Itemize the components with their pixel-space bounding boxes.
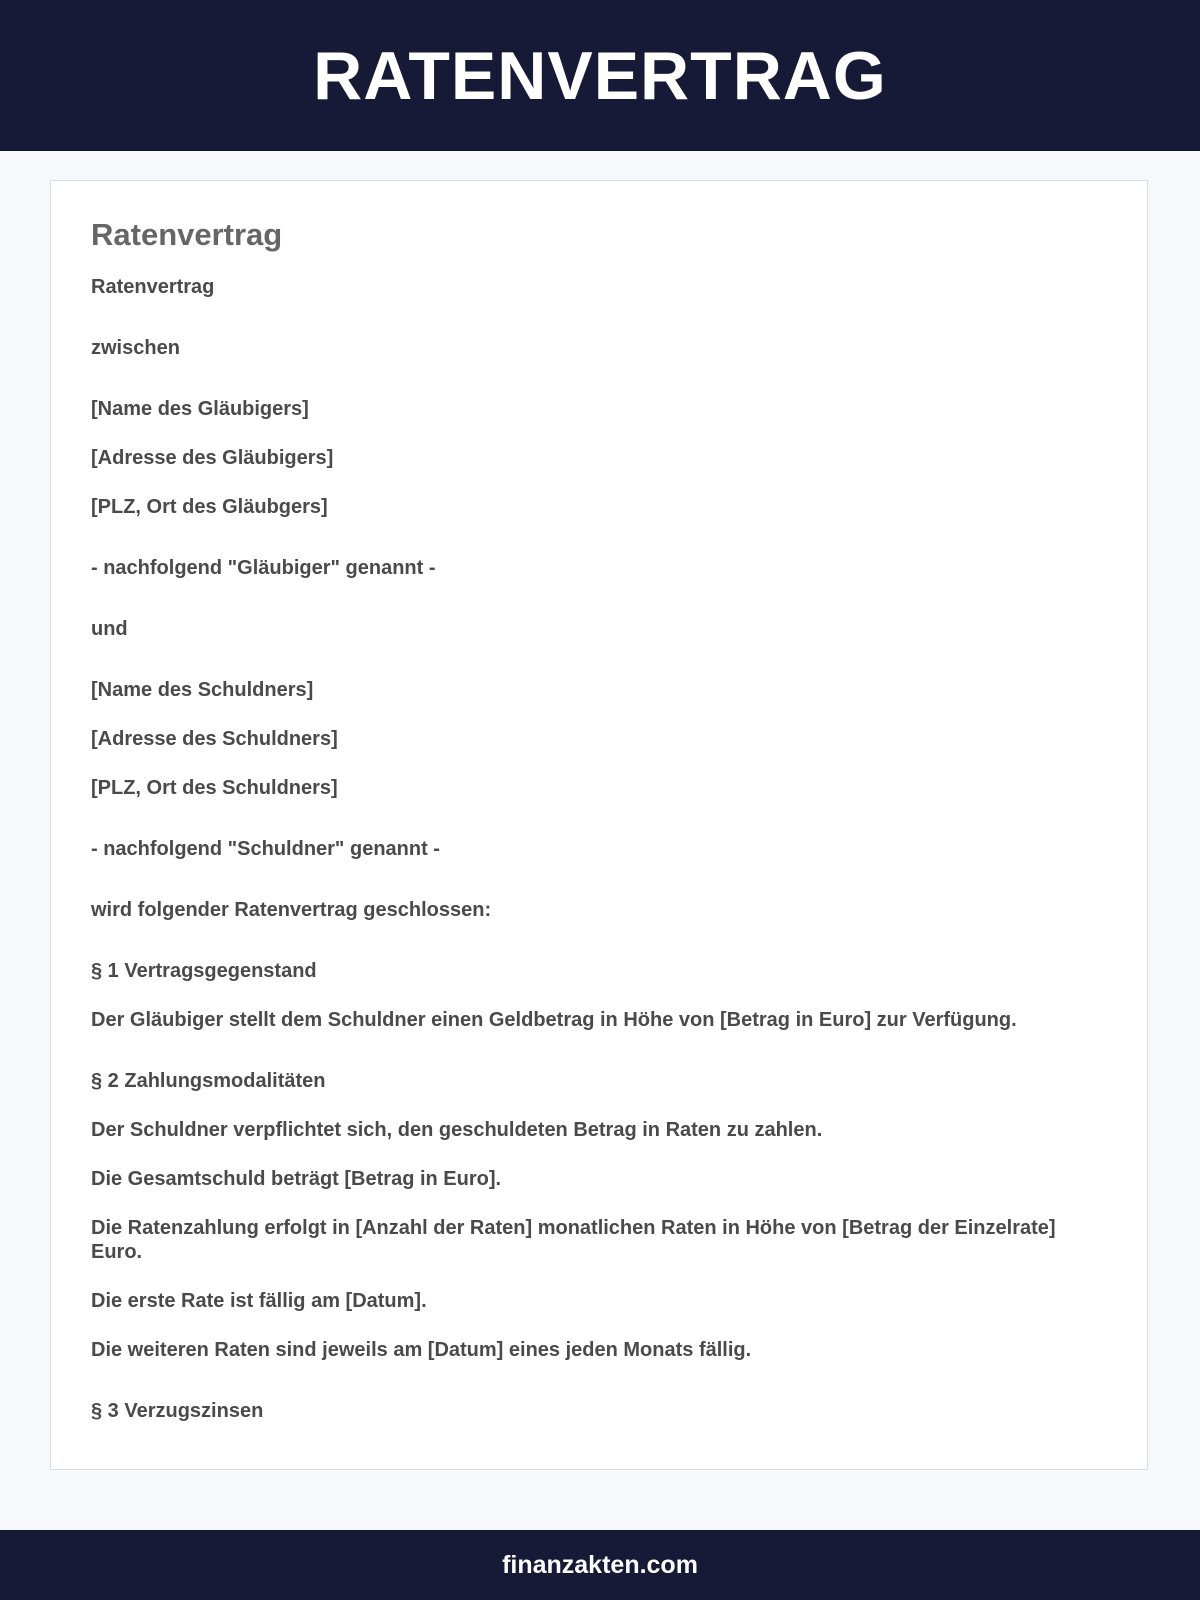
- document-line: wird folgender Ratenvertrag geschlossen:: [91, 899, 492, 921]
- section-text: Die Ratenzahlung erfolgt in [Anzahl der Raten] monatlichen Raten in Höhe von [Betrag der Einzelrate] Euro.: [91, 1217, 1056, 1263]
- debtor-city: [PLZ, Ort des Schuldners]: [91, 777, 338, 799]
- document-card: [50, 180, 1148, 1470]
- section-text: Die Gesamtschuld beträgt [Betrag in Euro].: [91, 1168, 502, 1190]
- footer-site: finanzakten.com: [502, 1550, 698, 1579]
- page-header: [0, 0, 1200, 151]
- creditor-name: [Name des Gläubigers]: [91, 398, 309, 420]
- page-footer: [0, 1530, 1200, 1600]
- creditor-designation: - nachfolgend "Gläubiger" genannt -: [91, 557, 436, 579]
- document-line: zwischen: [91, 337, 180, 359]
- debtor-name: [Name des Schuldners]: [91, 679, 314, 701]
- section-heading: § 1 Vertragsgegenstand: [91, 960, 317, 982]
- section-text: Der Gläubiger stellt dem Schuldner einen Geldbetrag in Höhe von [Betrag in Euro] zur Verfügung.: [91, 1009, 1017, 1031]
- section-text: Die erste Rate ist fällig am [Datum].: [91, 1290, 427, 1312]
- creditor-city: [PLZ, Ort des Gläubgers]: [91, 496, 328, 518]
- section-heading: § 3 Verzugszinsen: [91, 1400, 264, 1422]
- document-title: Ratenvertrag: [91, 217, 283, 252]
- section-text: Die weiteren Raten sind jeweils am [Datum] eines jeden Monats fällig.: [91, 1339, 752, 1361]
- section-heading: § 2 Zahlungsmodalitäten: [91, 1070, 326, 1092]
- section-text: Der Schuldner verpflichtet sich, den geschuldeten Betrag in Raten zu zahlen.: [91, 1119, 823, 1141]
- debtor-designation: - nachfolgend "Schuldner" genannt -: [91, 838, 440, 860]
- header-title: RATENVERTRAG: [313, 37, 887, 114]
- creditor-address: [Adresse des Gläubigers]: [91, 447, 334, 469]
- document-line: und: [91, 618, 128, 640]
- document-line: Ratenvertrag: [91, 276, 215, 298]
- debtor-address: [Adresse des Schuldners]: [91, 728, 338, 750]
